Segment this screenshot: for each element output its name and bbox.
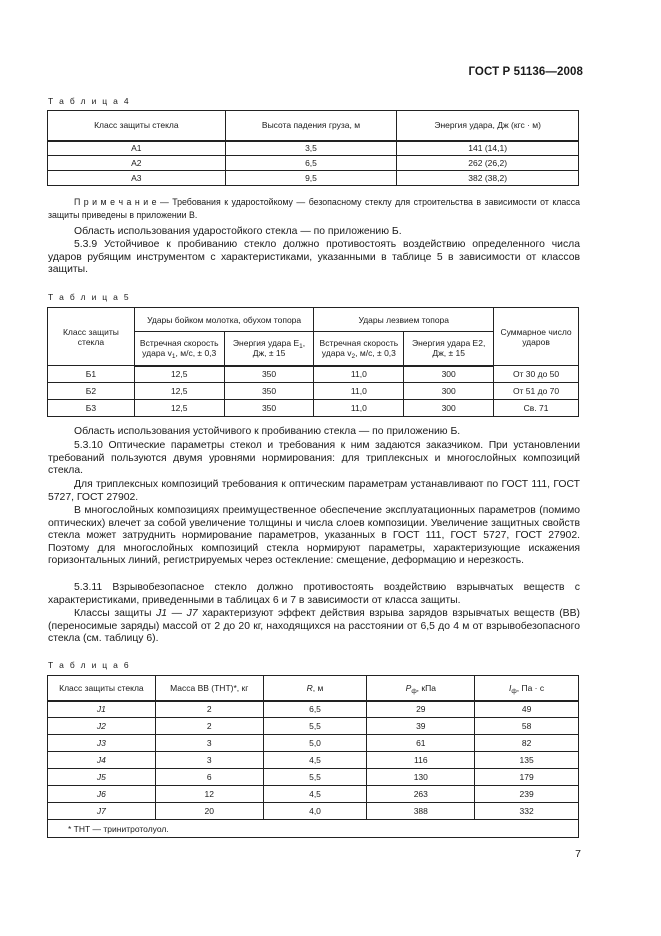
- document-header: ГОСТ Р 51136—2008: [468, 66, 583, 78]
- paragraph-5-3-10: 5.3.10 Оптические параметры стекол и требования к ним задаются заказчиком. При установлении требований пользуются двумя уровнями нормирования: для триплексных и многослойных композиций стекла.: [48, 440, 580, 477]
- table-cell: 2: [155, 718, 263, 735]
- paragraph-triplex: Для триплексных композиций требования к оптическим параметрам устанавливают по ГОСТ 111, ГОСТ 5727, ГОСТ 27902.: [48, 479, 580, 503]
- table-cell: А3: [48, 171, 226, 186]
- table-cell: А1: [48, 141, 226, 156]
- table-cell: 4,0: [263, 803, 367, 820]
- table-cell: 130: [367, 769, 475, 786]
- table-row: [48, 701, 579, 718]
- table-cell: 141 (14,1): [397, 141, 579, 156]
- table-row: [48, 366, 579, 383]
- table5-header-group-blade: Удары лезвием топора: [314, 308, 494, 332]
- table4-header-class: Класс защиты стекла: [48, 111, 226, 141]
- table-row: [48, 803, 579, 820]
- table-row: [48, 383, 579, 400]
- table6-caption: Т а б л и ц а 6: [48, 660, 131, 670]
- table-cell: 3: [155, 735, 263, 752]
- table-cell: 12: [155, 786, 263, 803]
- table-row: [48, 718, 579, 735]
- table5-header-speed2: Встречная скорость удара $v_2$, м/с, ± 0,3: [314, 332, 404, 366]
- table6-header-pressure: $P_ф$, кПа: [367, 676, 475, 701]
- table-cell: 3: [155, 752, 263, 769]
- table6-header-impulse: $I_ф$, Па · с: [475, 676, 579, 701]
- table-row: [48, 735, 579, 752]
- table6-header-mass: Масса ВВ (ТНТ)*, кг: [155, 676, 263, 701]
- table-cell: J5: [48, 769, 156, 786]
- table6: [47, 675, 579, 838]
- table-row: [48, 769, 579, 786]
- table-cell: 350: [224, 366, 314, 383]
- table6-header-distance: R, м: [263, 676, 367, 701]
- table5-header-group-hammer: Удары бойком молотка, обухом топора: [134, 308, 314, 332]
- table-cell: J3: [48, 735, 156, 752]
- table5-header-energy1: Энергия удара $Е_1$, Дж, ± 15: [224, 332, 314, 366]
- table5-body: [48, 366, 579, 417]
- table-row: [48, 171, 579, 186]
- table-cell: 6,5: [263, 701, 367, 718]
- table-cell: 3,5: [225, 141, 397, 156]
- table5-header-class: Класс защиты стекла: [48, 308, 135, 366]
- paragraph-area-pierce: Область использования устойчивого к пробиванию стекла — по приложению Б.: [74, 426, 461, 437]
- table-cell: 135: [475, 752, 579, 769]
- table-cell: От 51 до 70: [494, 383, 579, 400]
- table-cell: 350: [224, 383, 314, 400]
- table-row: [48, 400, 579, 417]
- table-row: [48, 786, 579, 803]
- table-row: [48, 156, 579, 171]
- table-cell: 61: [367, 735, 475, 752]
- table-cell: 179: [475, 769, 579, 786]
- table-cell: 2: [155, 701, 263, 718]
- table5-header-total: Суммарное число ударов: [494, 308, 579, 366]
- table-cell: 29: [367, 701, 475, 718]
- table-row: [48, 141, 579, 156]
- table-cell: 4,5: [263, 752, 367, 769]
- paragraph-multilayer: В многослойных композициях преимущественное обеспечение эксплуатационных параметров (помимо оптических) влечет за собой увеличение толщины и числа слоев композиции. Увеличение защитных свойств стекла может затруднить нормирование параметров, указанных в ГОСТ 111, ГОСТ 5727, ГОСТ 27902. Поэтому для многослойных композиций стекла нормируют параметры, характеризующие искажения горизонтальных линий, регистрируемых через остекление: смещение, деформацию и нерезкость.: [48, 505, 580, 567]
- table5-header-energy2: Энергия удара Е2, Дж, ± 15: [404, 332, 494, 366]
- table5-header-speed1: Встречная скорость удара $v_1$, м/с, ± 0,3: [134, 332, 224, 366]
- table4-caption: Т а б л и ц а 4: [48, 96, 131, 106]
- table-cell: А2: [48, 156, 226, 171]
- table-cell: 300: [404, 366, 494, 383]
- table-cell: 11,0: [314, 366, 404, 383]
- table5-caption: Т а б л и ц а 5: [48, 292, 131, 302]
- table-cell: 116: [367, 752, 475, 769]
- table-cell: 39: [367, 718, 475, 735]
- table6-footnote: * ТНТ — тринитротолуол.: [48, 820, 579, 838]
- table-cell: 12,5: [134, 366, 224, 383]
- table4: [47, 110, 579, 186]
- table-cell: 58: [475, 718, 579, 735]
- table-cell: J2: [48, 718, 156, 735]
- table-cell: Б3: [48, 400, 135, 417]
- table-cell: 11,0: [314, 400, 404, 417]
- table-cell: 263: [367, 786, 475, 803]
- table-cell: 5,5: [263, 769, 367, 786]
- table-cell: 382 (38,2): [397, 171, 579, 186]
- table-cell: 5,0: [263, 735, 367, 752]
- table4-header-height: Высота падения груза, м: [225, 111, 397, 141]
- table-cell: 6: [155, 769, 263, 786]
- paragraph-5-3-9: 5.3.9 Устойчивое к пробиванию стекло должно противостоять воздействию определенного числа ударов рубящим инструментом с характеристиками, указанными в таблице 5 в зависимости от классов защиты.: [48, 239, 580, 276]
- table-cell: 388: [367, 803, 475, 820]
- table-row: [48, 752, 579, 769]
- table-cell: J1: [48, 701, 156, 718]
- table4-note: П р и м е ч а н и е — Требования к ударостойкому — безопасному стеклу для строительства в зависимости от класса защиты приведены в приложении В.: [48, 197, 580, 220]
- table6-header-class: Класс защиты стекла: [48, 676, 156, 701]
- table-cell: 300: [404, 383, 494, 400]
- table-cell: Б2: [48, 383, 135, 400]
- table-cell: 82: [475, 735, 579, 752]
- table-cell: От 30 до 50: [494, 366, 579, 383]
- table-cell: 262 (26,2): [397, 156, 579, 171]
- table5: [47, 307, 579, 417]
- table-cell: 12,5: [134, 383, 224, 400]
- table-cell: 332: [475, 803, 579, 820]
- table-cell: Св. 71: [494, 400, 579, 417]
- table-cell: 9,5: [225, 171, 397, 186]
- table-cell: J6: [48, 786, 156, 803]
- table4-header-energy: Энергия удара, Дж (кгс · м): [397, 111, 579, 141]
- table6-body: [48, 701, 579, 820]
- table-cell: 239: [475, 786, 579, 803]
- table-cell: 12,5: [134, 400, 224, 417]
- table-cell: 11,0: [314, 383, 404, 400]
- paragraph-area-impact: Область использования ударостойкого стекла — по приложению Б.: [74, 226, 402, 237]
- table-cell: J7: [48, 803, 156, 820]
- paragraph-classes: Классы защиты J1 — J7 характеризуют эффект действия взрыва зарядов взрывчатых веществ (ВВ) (переносимые заряды) массой от 2 до 20 кг, находящихся на расстоянии от 6,5 до 4 м от взрывобезопасного стекла (см. таблицу 6).: [48, 608, 580, 645]
- table-cell: 20: [155, 803, 263, 820]
- table-cell: 49: [475, 701, 579, 718]
- table-cell: 300: [404, 400, 494, 417]
- table-cell: 350: [224, 400, 314, 417]
- table-cell: 5,5: [263, 718, 367, 735]
- table4-body: [48, 141, 579, 186]
- table-cell: 6,5: [225, 156, 397, 171]
- page-number: 7: [575, 848, 581, 860]
- table-cell: J4: [48, 752, 156, 769]
- table-cell: 4,5: [263, 786, 367, 803]
- table-cell: Б1: [48, 366, 135, 383]
- paragraph-5-3-11: 5.3.11 Взрывобезопасное стекло должно противостоять воздействию взрывчатых веществ с характеристиками, приведенными в таблицах 6 и 7 в зависимости от класса защиты.: [48, 582, 580, 606]
